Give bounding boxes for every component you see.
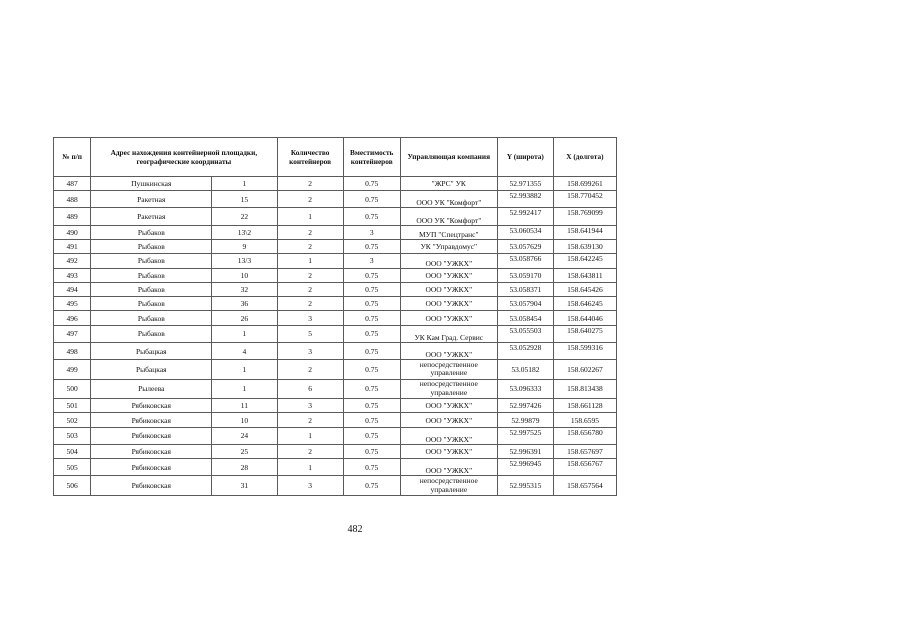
cell-company: ООО "УЖКХ" (400, 254, 497, 268)
cell-lat: 52.992417 (497, 208, 553, 225)
cell-num: 488 (54, 191, 91, 208)
cell-count: 2 (277, 297, 343, 311)
cell-house: 1 (212, 325, 277, 342)
header-capacity: Вместимость контейнеров (343, 138, 400, 177)
cell-capacity: 0.75 (343, 208, 400, 225)
cell-company: ООО "УЖКХ" (400, 427, 497, 444)
cell-house: 1 (212, 360, 277, 380)
cell-count: 3 (277, 342, 343, 359)
cell-lon: 158.769099 (553, 208, 616, 225)
table-row (54, 413, 617, 427)
cell-capacity: 0.75 (343, 268, 400, 282)
cell-street: Рыбаков (91, 268, 212, 282)
table-row (54, 342, 617, 359)
cell-capacity: 0.75 (343, 297, 400, 311)
cell-lat: 52.99879 (497, 413, 553, 427)
cell-capacity: 0.75 (343, 177, 400, 191)
cell-street: Рылеева (91, 379, 212, 399)
cell-company: ООО "УЖКХ" (400, 444, 497, 458)
cell-house: 31 (212, 476, 277, 496)
cell-company: УК Кам Град. Сервис (400, 325, 497, 342)
cell-lat: 53.058766 (497, 254, 553, 268)
cell-lon: 158.646245 (553, 297, 616, 311)
header-company: Управляющая компания (400, 138, 497, 177)
cell-lat: 52.997525 (497, 427, 553, 444)
cell-num: 492 (54, 254, 91, 268)
table-body (54, 177, 617, 496)
cell-company: ООО УК "Комфорт" (400, 208, 497, 225)
cell-capacity: 3 (343, 254, 400, 268)
cell-capacity: 0.75 (343, 239, 400, 253)
cell-num: 502 (54, 413, 91, 427)
cell-count: 6 (277, 379, 343, 399)
cell-count: 1 (277, 427, 343, 444)
cell-street: Рыбацкая (91, 360, 212, 380)
cell-street: Рыбаков (91, 311, 212, 325)
cell-lon: 158.643811 (553, 268, 616, 282)
cell-num: 504 (54, 444, 91, 458)
cell-lon: 158.661128 (553, 399, 616, 413)
cell-num: 498 (54, 342, 91, 359)
cell-count: 3 (277, 399, 343, 413)
cell-lon: 158.602267 (553, 360, 616, 380)
cell-street: Рыбаков (91, 297, 212, 311)
cell-lat: 53.059170 (497, 268, 553, 282)
cell-lat: 53.057904 (497, 297, 553, 311)
cell-company: непосредственное управление (400, 360, 497, 380)
cell-street: Ракетная (91, 191, 212, 208)
cell-capacity: 0.75 (343, 427, 400, 444)
cell-house: 26 (212, 311, 277, 325)
cell-company: непосредственное управление (400, 379, 497, 399)
cell-street: Рыбаков (91, 239, 212, 253)
cell-lat: 52.971355 (497, 177, 553, 191)
cell-lon: 158.657564 (553, 476, 616, 496)
cell-lon: 158.640275 (553, 325, 616, 342)
cell-lat: 52.993882 (497, 191, 553, 208)
cell-street: Рябиковская (91, 444, 212, 458)
cell-num: 497 (54, 325, 91, 342)
cell-house: 25 (212, 444, 277, 458)
cell-capacity: 0.75 (343, 459, 400, 476)
cell-count: 2 (277, 239, 343, 253)
cell-num: 501 (54, 399, 91, 413)
table-row (54, 427, 617, 444)
cell-capacity: 0.75 (343, 360, 400, 380)
cell-lon: 158.656767 (553, 459, 616, 476)
cell-capacity: 0.75 (343, 282, 400, 296)
cell-lon: 158.656780 (553, 427, 616, 444)
table-row (54, 254, 617, 268)
header-count: Количество контейнеров (277, 138, 343, 177)
cell-street: Пушкинская (91, 177, 212, 191)
cell-capacity: 0.75 (343, 342, 400, 359)
cell-capacity: 0.75 (343, 191, 400, 208)
table-row (54, 379, 617, 399)
cell-num: 487 (54, 177, 91, 191)
cell-company: ООО "УЖКХ" (400, 268, 497, 282)
cell-company: ООО УК "Комфорт" (400, 191, 497, 208)
header-num: № п/п (54, 138, 91, 177)
cell-count: 2 (277, 225, 343, 239)
cell-count: 2 (277, 444, 343, 458)
cell-lon: 158.642245 (553, 254, 616, 268)
cell-lat: 53.058371 (497, 282, 553, 296)
cell-house: 10 (212, 413, 277, 427)
cell-capacity: 0.75 (343, 399, 400, 413)
cell-count: 2 (277, 360, 343, 380)
cell-house: 11 (212, 399, 277, 413)
cell-street: Рыбаков (91, 225, 212, 239)
cell-house: 13\2 (212, 225, 277, 239)
cell-lat: 52.996391 (497, 444, 553, 458)
cell-num: 505 (54, 459, 91, 476)
cell-num: 495 (54, 297, 91, 311)
cell-house: 13/3 (212, 254, 277, 268)
cell-street: Рыбаков (91, 254, 212, 268)
cell-company: ООО "УЖКХ" (400, 297, 497, 311)
cell-house: 10 (212, 268, 277, 282)
cell-count: 1 (277, 208, 343, 225)
cell-count: 2 (277, 282, 343, 296)
cell-lat: 52.996945 (497, 459, 553, 476)
cell-capacity: 0.75 (343, 444, 400, 458)
table-header-row (54, 138, 617, 177)
cell-lat: 53.058454 (497, 311, 553, 325)
table-row (54, 297, 617, 311)
cell-num: 503 (54, 427, 91, 444)
cell-company: непосредственное управление (400, 476, 497, 496)
cell-lat: 53.057629 (497, 239, 553, 253)
cell-count: 3 (277, 476, 343, 496)
cell-house: 32 (212, 282, 277, 296)
cell-lat: 53.05182 (497, 360, 553, 380)
cell-num: 506 (54, 476, 91, 496)
cell-house: 1 (212, 379, 277, 399)
header-address: Адрес нахождения контейнерной площадки, географические координаты (91, 138, 277, 177)
cell-street: Рыбацкая (91, 342, 212, 359)
cell-company: "ЖРС" УК (400, 177, 497, 191)
cell-lon: 158.641944 (553, 225, 616, 239)
cell-count: 2 (277, 177, 343, 191)
cell-count: 2 (277, 413, 343, 427)
cell-company: МУП "Спецтранс" (400, 225, 497, 239)
cell-house: 15 (212, 191, 277, 208)
cell-house: 22 (212, 208, 277, 225)
cell-lon: 158.6595 (553, 413, 616, 427)
cell-lat: 53.096333 (497, 379, 553, 399)
cell-capacity: 0.75 (343, 413, 400, 427)
cell-lon: 158.813438 (553, 379, 616, 399)
table-row (54, 239, 617, 253)
cell-num: 499 (54, 360, 91, 380)
cell-house: 36 (212, 297, 277, 311)
cell-lat: 52.997426 (497, 399, 553, 413)
cell-num: 490 (54, 225, 91, 239)
cell-company: УК "Управдомус" (400, 239, 497, 253)
cell-capacity: 3 (343, 225, 400, 239)
cell-street: Рябиковская (91, 399, 212, 413)
cell-house: 4 (212, 342, 277, 359)
cell-num: 493 (54, 268, 91, 282)
cell-capacity: 0.75 (343, 476, 400, 496)
cell-lat: 53.055503 (497, 325, 553, 342)
table-row (54, 325, 617, 342)
cell-num: 489 (54, 208, 91, 225)
cell-house: 24 (212, 427, 277, 444)
cell-lon: 158.645426 (553, 282, 616, 296)
cell-lat: 53.060534 (497, 225, 553, 239)
cell-company: ООО "УЖКХ" (400, 282, 497, 296)
header-lon: X (долгота) (553, 138, 616, 177)
cell-company: ООО "УЖКХ" (400, 342, 497, 359)
cell-count: 5 (277, 325, 343, 342)
table-row (54, 268, 617, 282)
cell-house: 9 (212, 239, 277, 253)
table-row (54, 444, 617, 458)
table-row (54, 225, 617, 239)
cell-street: Рябиковская (91, 427, 212, 444)
cell-num: 491 (54, 239, 91, 253)
container-sites-table (53, 137, 617, 496)
table-row (54, 459, 617, 476)
table-row (54, 399, 617, 413)
cell-company: ООО "УЖКХ" (400, 399, 497, 413)
table-row (54, 476, 617, 496)
cell-lon: 158.699261 (553, 177, 616, 191)
cell-street: Рябиковская (91, 413, 212, 427)
cell-count: 1 (277, 459, 343, 476)
cell-lon: 158.644046 (553, 311, 616, 325)
cell-street: Рыбаков (91, 282, 212, 296)
header-lat: Y (широта) (497, 138, 553, 177)
table-row (54, 311, 617, 325)
cell-street: Рыбаков (91, 325, 212, 342)
cell-lat: 53.052928 (497, 342, 553, 359)
cell-lon: 158.639130 (553, 239, 616, 253)
cell-company: ООО "УЖКХ" (400, 311, 497, 325)
cell-capacity: 0.75 (343, 379, 400, 399)
table-row (54, 208, 617, 225)
cell-house: 1 (212, 177, 277, 191)
table-row (54, 360, 617, 380)
cell-lon: 158.770452 (553, 191, 616, 208)
cell-street: Рябиковская (91, 459, 212, 476)
cell-num: 496 (54, 311, 91, 325)
cell-lon: 158.657697 (553, 444, 616, 458)
cell-company: ООО "УЖКХ" (400, 459, 497, 476)
cell-capacity: 0.75 (343, 311, 400, 325)
cell-house: 28 (212, 459, 277, 476)
cell-count: 3 (277, 311, 343, 325)
cell-count: 2 (277, 191, 343, 208)
cell-capacity: 0.75 (343, 325, 400, 342)
cell-num: 500 (54, 379, 91, 399)
cell-company: ООО "УЖКХ" (400, 413, 497, 427)
cell-lat: 52.995315 (497, 476, 553, 496)
cell-street: Ракетная (91, 208, 212, 225)
table-row (54, 177, 617, 191)
cell-count: 2 (277, 268, 343, 282)
cell-num: 494 (54, 282, 91, 296)
cell-count: 1 (277, 254, 343, 268)
cell-lon: 158.599316 (553, 342, 616, 359)
table-row (54, 191, 617, 208)
table-row (54, 282, 617, 296)
cell-street: Рябиковская (91, 476, 212, 496)
page-number: 482 (347, 524, 363, 535)
